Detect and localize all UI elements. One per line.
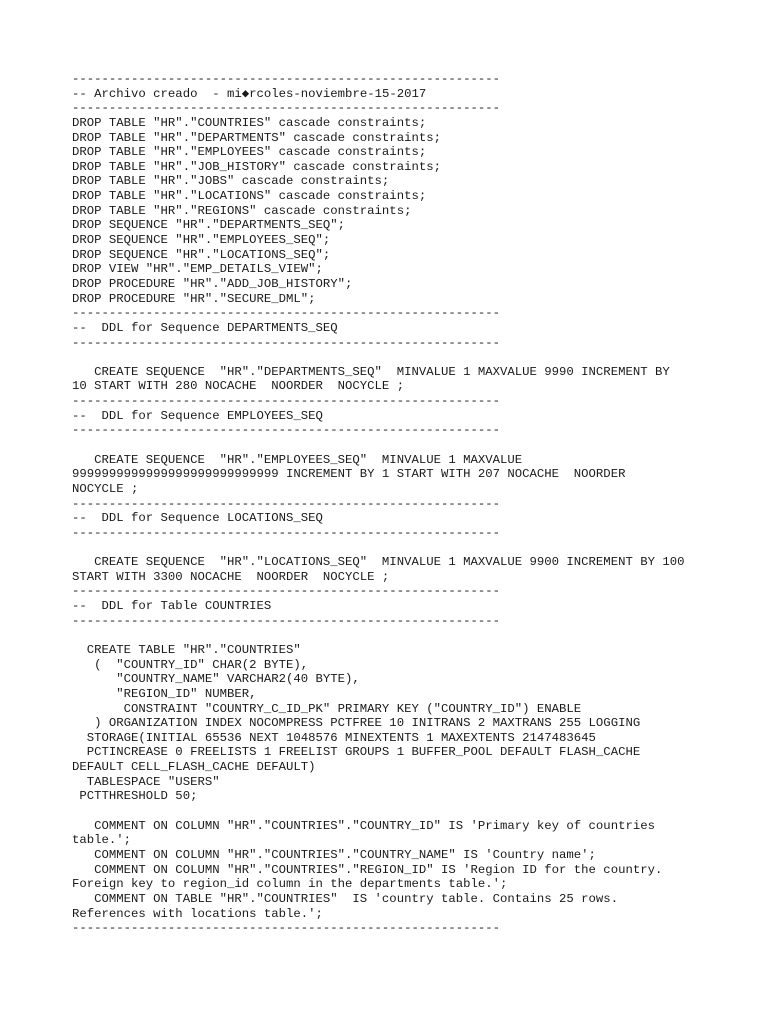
code-line: DROP PROCEDURE "HR"."ADD_JOB_HISTORY"; xyxy=(72,276,353,291)
code-line: ---------------------------------------------------------- xyxy=(72,394,501,409)
code-line: CREATE SEQUENCE "HR"."EMPLOYEES_SEQ" MINVALUE 1 MAXVALUE xyxy=(72,452,523,467)
code-line: CONSTRAINT "COUNTRY_C_ID_PK" PRIMARY KEY ("COUNTRY_ID") ENABLE xyxy=(72,701,582,716)
code-line: COMMENT ON TABLE "HR"."COUNTRIES" IS 'country table. Contains 25 rows. xyxy=(72,891,619,906)
code-line: ) ORGANIZATION INDEX NOCOMPRESS PCTFREE 10 INITRANS 2 MAXTRANS 255 LOGGING xyxy=(72,716,641,731)
code-line xyxy=(72,438,732,453)
code-line: DROP PROCEDURE "HR"."SECURE_DML"; xyxy=(72,291,316,306)
code-line: CREATE TABLE "HR"."COUNTRIES" xyxy=(72,642,301,657)
code-line: DROP VIEW "HR"."EMP_DETAILS_VIEW"; xyxy=(72,262,323,277)
code-line: 10 START WITH 280 NOCACHE NOORDER NOCYCLE ; xyxy=(72,379,405,394)
code-line: ---------------------------------------------------------- xyxy=(72,525,501,540)
code-line: ---------------------------------------------------------- xyxy=(72,496,501,511)
code-line: DEFAULT CELL_FLASH_CACHE DEFAULT) xyxy=(72,760,316,775)
code-line xyxy=(72,541,732,556)
code-line: CREATE SEQUENCE "HR"."DEPARTMENTS_SEQ" MINVALUE 1 MAXVALUE 9990 INCREMENT BY xyxy=(72,364,670,379)
code-line xyxy=(72,804,732,819)
code-line: COMMENT ON COLUMN "HR"."COUNTRIES"."COUNTRY_NAME" IS 'Country name'; xyxy=(72,847,596,862)
code-line: DROP TABLE "HR"."REGIONS" cascade constraints; xyxy=(72,203,412,218)
code-line: CREATE SEQUENCE "HR"."LOCATIONS_SEQ" MINVALUE 1 MAXVALUE 9900 INCREMENT BY 100 xyxy=(72,555,685,570)
code-line: PCTINCREASE 0 FREELISTS 1 FREELIST GROUPS 1 BUFFER_POOL DEFAULT FLASH_CACHE xyxy=(72,745,641,760)
code-line: References with locations table.'; xyxy=(72,906,323,921)
code-line: PCTTHRESHOLD 50; xyxy=(72,789,198,804)
code-line: "REGION_ID" NUMBER, xyxy=(72,686,257,701)
code-line: Foreign key to region_id column in the departments table.'; xyxy=(72,877,508,892)
code-line: ---------------------------------------------------------- xyxy=(72,613,501,628)
code-line: STORAGE(INITIAL 65536 NEXT 1048576 MINEXTENTS 1 MAXEXTENTS 2147483645 xyxy=(72,730,596,745)
code-line: DROP SEQUENCE "HR"."LOCATIONS_SEQ"; xyxy=(72,247,331,262)
code-line: ---------------------------------------------------------- xyxy=(72,335,501,350)
code-line: TABLESPACE "USERS" xyxy=(72,774,220,789)
code-line: table.'; xyxy=(72,833,132,848)
code-line: ---------------------------------------------------------- xyxy=(72,101,501,116)
code-line: -- DDL for Sequence LOCATIONS_SEQ xyxy=(72,511,323,526)
code-line: DROP TABLE "HR"."JOB_HISTORY" cascade constraints; xyxy=(72,159,441,174)
code-line: -- DDL for Table COUNTRIES xyxy=(72,599,272,614)
code-line: ---------------------------------------------------------- xyxy=(72,306,501,321)
code-line: COMMENT ON COLUMN "HR"."COUNTRIES"."COUNTRY_ID" IS 'Primary key of countries xyxy=(72,818,655,833)
sql-script xyxy=(72,72,732,936)
code-line: DROP SEQUENCE "HR"."DEPARTMENTS_SEQ"; xyxy=(72,218,346,233)
code-line: DROP TABLE "HR"."LOCATIONS" cascade constraints; xyxy=(72,189,427,204)
code-line xyxy=(72,350,732,365)
code-line: ---------------------------------------------------------- xyxy=(72,584,501,599)
code-line: ---------------------------------------------------------- xyxy=(72,921,501,936)
code-line: START WITH 3300 NOCACHE NOORDER NOCYCLE ; xyxy=(72,569,390,584)
code-line: COMMENT ON COLUMN "HR"."COUNTRIES"."REGION_ID" IS 'Region ID for the country. xyxy=(72,862,663,877)
code-line: -- Archivo creado - mi◆rcoles-noviembre-15-2017 xyxy=(72,86,427,101)
code-line: -- DDL for Sequence EMPLOYEES_SEQ xyxy=(72,408,323,423)
code-line: DROP TABLE "HR"."JOBS" cascade constraints; xyxy=(72,174,390,189)
code-line: 9999999999999999999999999999 INCREMENT BY 1 START WITH 207 NOCACHE NOORDER xyxy=(72,467,626,482)
code-line: DROP TABLE "HR"."DEPARTMENTS" cascade constraints; xyxy=(72,130,441,145)
code-line: ( "COUNTRY_ID" CHAR(2 BYTE), xyxy=(72,657,309,672)
code-line: NOCYCLE ; xyxy=(72,481,139,496)
code-line xyxy=(72,628,732,643)
code-line: -- DDL for Sequence DEPARTMENTS_SEQ xyxy=(72,320,338,335)
code-line: ---------------------------------------------------------- xyxy=(72,423,501,438)
code-line: DROP TABLE "HR"."EMPLOYEES" cascade constraints; xyxy=(72,145,427,160)
code-line: "COUNTRY_NAME" VARCHAR2(40 BYTE), xyxy=(72,672,360,687)
code-line: DROP SEQUENCE "HR"."EMPLOYEES_SEQ"; xyxy=(72,233,331,248)
code-line: ---------------------------------------------------------- xyxy=(72,72,501,86)
code-line: DROP TABLE "HR"."COUNTRIES" cascade constraints; xyxy=(72,115,427,130)
